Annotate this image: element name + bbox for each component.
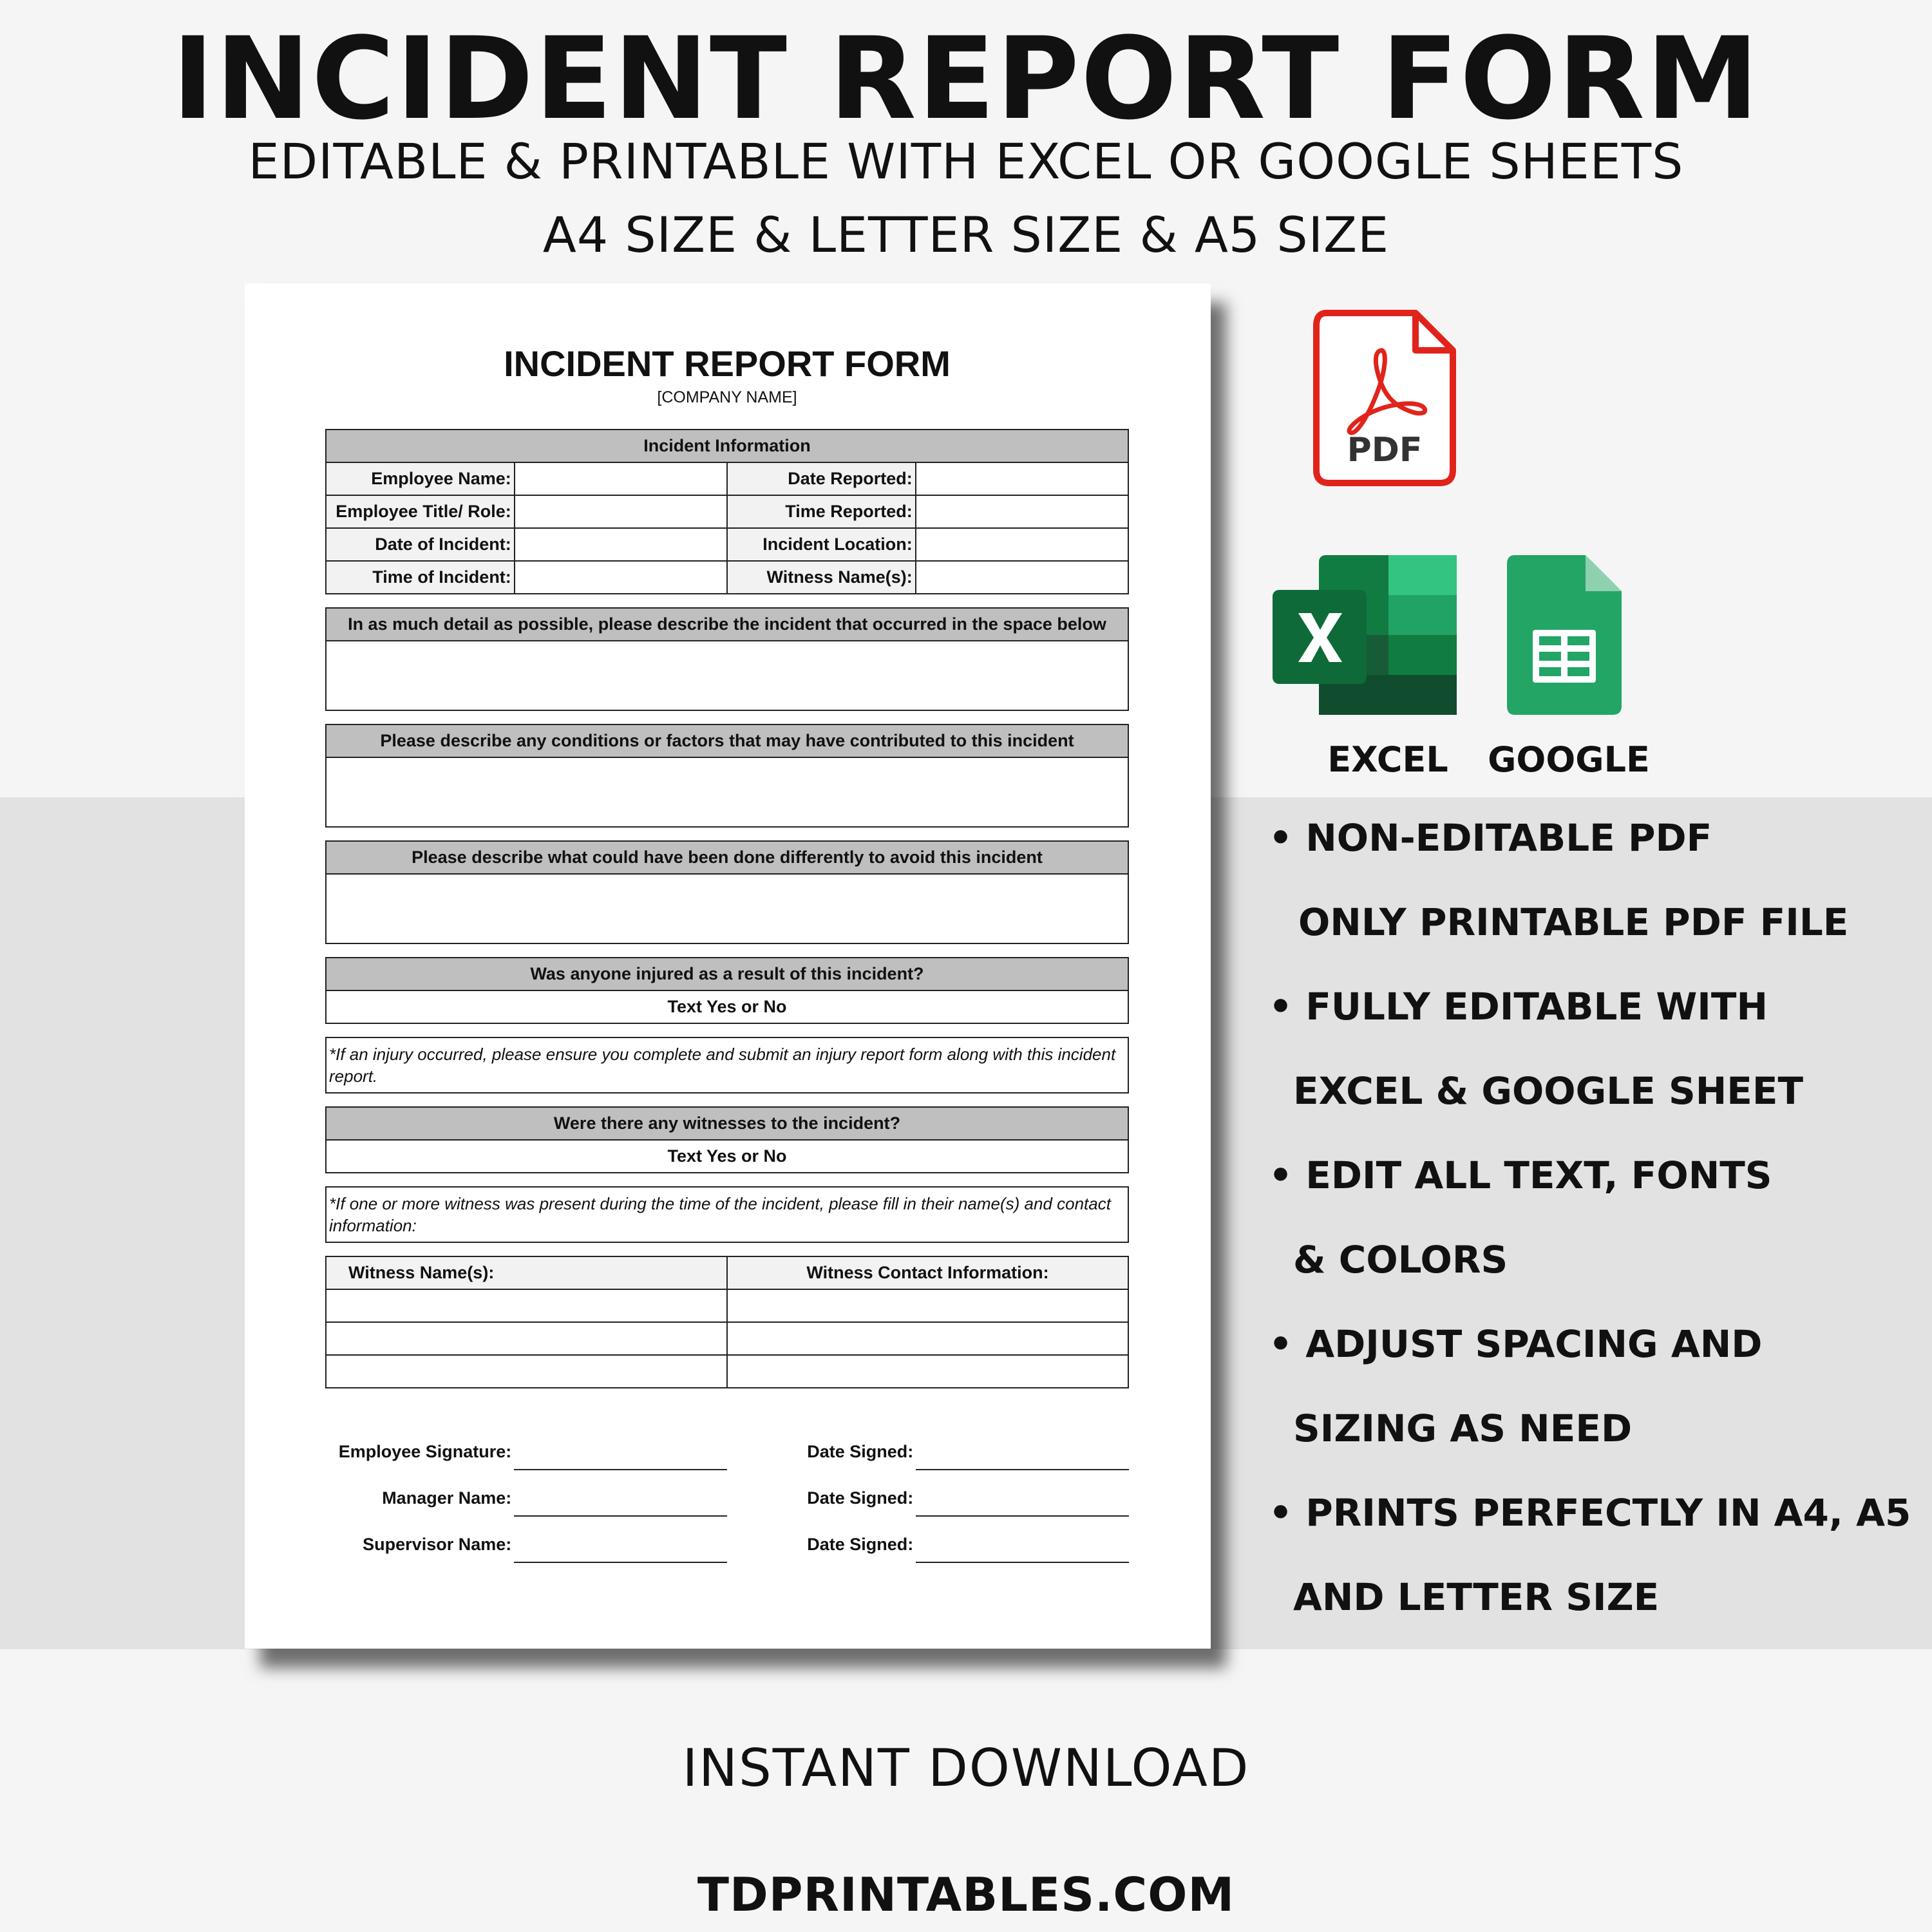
witness-contact-cell[interactable] <box>727 1322 1128 1355</box>
signature-row <box>325 1423 1129 1470</box>
injured-header: Was anyone injured as a result of this incident? <box>326 958 1128 990</box>
feature-line: & COLORS <box>1293 1238 1508 1282</box>
date-signed-label: Date Signed: <box>807 1442 914 1461</box>
injury-note-text: *If an injury occurred, please ensure you complete and submit an injury report form along with this incident report. <box>326 1037 1128 1093</box>
company-name: [COMPANY NAME] <box>657 388 797 406</box>
feature-line: AND LETTER SIZE <box>1293 1575 1660 1619</box>
table-row <box>326 561 1128 594</box>
pdf-file-icon <box>1312 309 1457 487</box>
witness-name-column-header: Witness Name(s): <box>326 1256 727 1289</box>
field-label: Date of Incident: <box>326 528 515 561</box>
witness-contact-cell[interactable] <box>727 1355 1128 1388</box>
feature-line: • EDIT ALL TEXT, FONTS <box>1269 1153 1772 1197</box>
excel-icon <box>1271 554 1458 716</box>
table-row <box>326 528 1128 561</box>
describe-incident-textarea[interactable] <box>326 641 1128 710</box>
pdf-icon-text: PDF <box>1347 431 1423 469</box>
signature-row <box>325 1516 1129 1562</box>
date-reported-field[interactable] <box>916 462 1128 495</box>
excel-label: EXCEL <box>1327 739 1448 780</box>
avoid-section <box>325 840 1129 944</box>
field-label: Incident Location: <box>727 528 916 561</box>
date-of-incident-field[interactable] <box>515 528 727 561</box>
witness-contact-column-header: Witness Contact Information: <box>727 1256 1128 1289</box>
witness-name-cell[interactable] <box>326 1322 727 1355</box>
table-row <box>326 462 1128 495</box>
time-of-incident-field[interactable] <box>515 561 727 594</box>
table-row <box>326 495 1128 528</box>
feature-line: SIZING AS NEED <box>1293 1406 1633 1450</box>
signature-row <box>325 1470 1129 1516</box>
manager-name-line[interactable] <box>514 1470 727 1516</box>
field-label: Witness Name(s): <box>727 561 916 594</box>
describe-incident-section <box>325 607 1129 711</box>
table-row <box>326 1322 1128 1355</box>
document-title: INCIDENT REPORT FORM <box>504 343 951 384</box>
signature-table <box>325 1423 1129 1563</box>
table-row <box>326 1289 1128 1322</box>
incident-info-table <box>325 429 1129 594</box>
supervisor-name-line[interactable] <box>514 1516 727 1562</box>
describe-incident-header: In as much detail as possible, please describe the incident that occurred in the space below <box>326 608 1128 641</box>
google-sheets-icon <box>1506 554 1623 716</box>
conditions-header: Please describe any conditions or factors that may have contributed to this incident <box>326 724 1128 757</box>
employee-name-field[interactable] <box>515 462 727 495</box>
table-row <box>326 1355 1128 1388</box>
witnesses-section <box>325 1106 1129 1173</box>
field-label: Time Reported: <box>727 495 916 528</box>
field-label: Date Reported: <box>727 462 916 495</box>
document-content <box>325 341 1129 1563</box>
instant-download-text: INSTANT DOWNLOAD <box>682 1738 1250 1798</box>
witnesses-answer-field[interactable]: Text Yes or No <box>326 1140 1128 1173</box>
avoid-textarea[interactable] <box>326 874 1128 943</box>
incident-location-field[interactable] <box>916 528 1128 561</box>
feature-line: EXCEL & GOOGLE SHEET <box>1293 1069 1804 1113</box>
feature-line: • PRINTS PERFECTLY IN A4, A5 <box>1269 1491 1911 1535</box>
witnesses-header: Were there any witnesses to the incident? <box>326 1107 1128 1140</box>
signature-label: Employee Signature: <box>338 1442 512 1461</box>
date-signed-line[interactable] <box>916 1516 1129 1562</box>
field-label: Employee Title/ Role: <box>326 495 515 528</box>
date-signed-label: Date Signed: <box>807 1488 914 1508</box>
incident-info-header: Incident Information <box>326 430 1128 462</box>
date-signed-line[interactable] <box>916 1423 1129 1470</box>
feature-line: • NON-EDITABLE PDF <box>1269 816 1712 860</box>
date-signed-label: Date Signed: <box>807 1535 914 1554</box>
date-signed-line[interactable] <box>916 1470 1129 1516</box>
field-label: Employee Name: <box>326 462 515 495</box>
injured-answer-field[interactable]: Text Yes or No <box>326 990 1128 1023</box>
avoid-header: Please describe what could have been done differently to avoid this incident <box>326 841 1128 874</box>
feature-line: ONLY PRINTABLE PDF FILE <box>1298 900 1849 944</box>
witness-note-text: *If one or more witness was present during the time of the incident, please fill in their name(s) and contact information: <box>326 1187 1128 1242</box>
promo-subtitle-editable: EDITABLE & PRINTABLE WITH EXCEL OR GOOGLE SHEETS <box>248 133 1684 190</box>
feature-line: • ADJUST SPACING AND <box>1269 1322 1763 1366</box>
witness-table <box>325 1256 1129 1388</box>
signature-label: Supervisor Name: <box>363 1535 512 1554</box>
conditions-textarea[interactable] <box>326 757 1128 827</box>
injury-note <box>325 1037 1129 1094</box>
conditions-section <box>325 724 1129 828</box>
employee-title-field[interactable] <box>515 495 727 528</box>
witness-contact-cell[interactable] <box>727 1289 1128 1322</box>
witness-name-cell[interactable] <box>326 1355 727 1388</box>
document-sheet <box>245 283 1211 1649</box>
google-label: GOOGLE <box>1488 739 1650 780</box>
witness-names-field[interactable] <box>916 561 1128 594</box>
site-url[interactable]: TDPRINTABLES.COM <box>697 1868 1235 1922</box>
witness-note <box>325 1186 1129 1243</box>
feature-line: • FULLY EDITABLE WITH <box>1269 985 1768 1028</box>
field-label: Time of Incident: <box>326 561 515 594</box>
witness-name-cell[interactable] <box>326 1289 727 1322</box>
signature-label: Manager Name: <box>382 1488 512 1508</box>
injured-section <box>325 957 1129 1024</box>
employee-signature-line[interactable] <box>514 1423 727 1470</box>
promo-subtitle-sizes: A4 SIZE & LETTER SIZE & A5 SIZE <box>542 206 1390 263</box>
promo-title: INCIDENT REPORT FORM <box>171 13 1761 145</box>
time-reported-field[interactable] <box>916 495 1128 528</box>
